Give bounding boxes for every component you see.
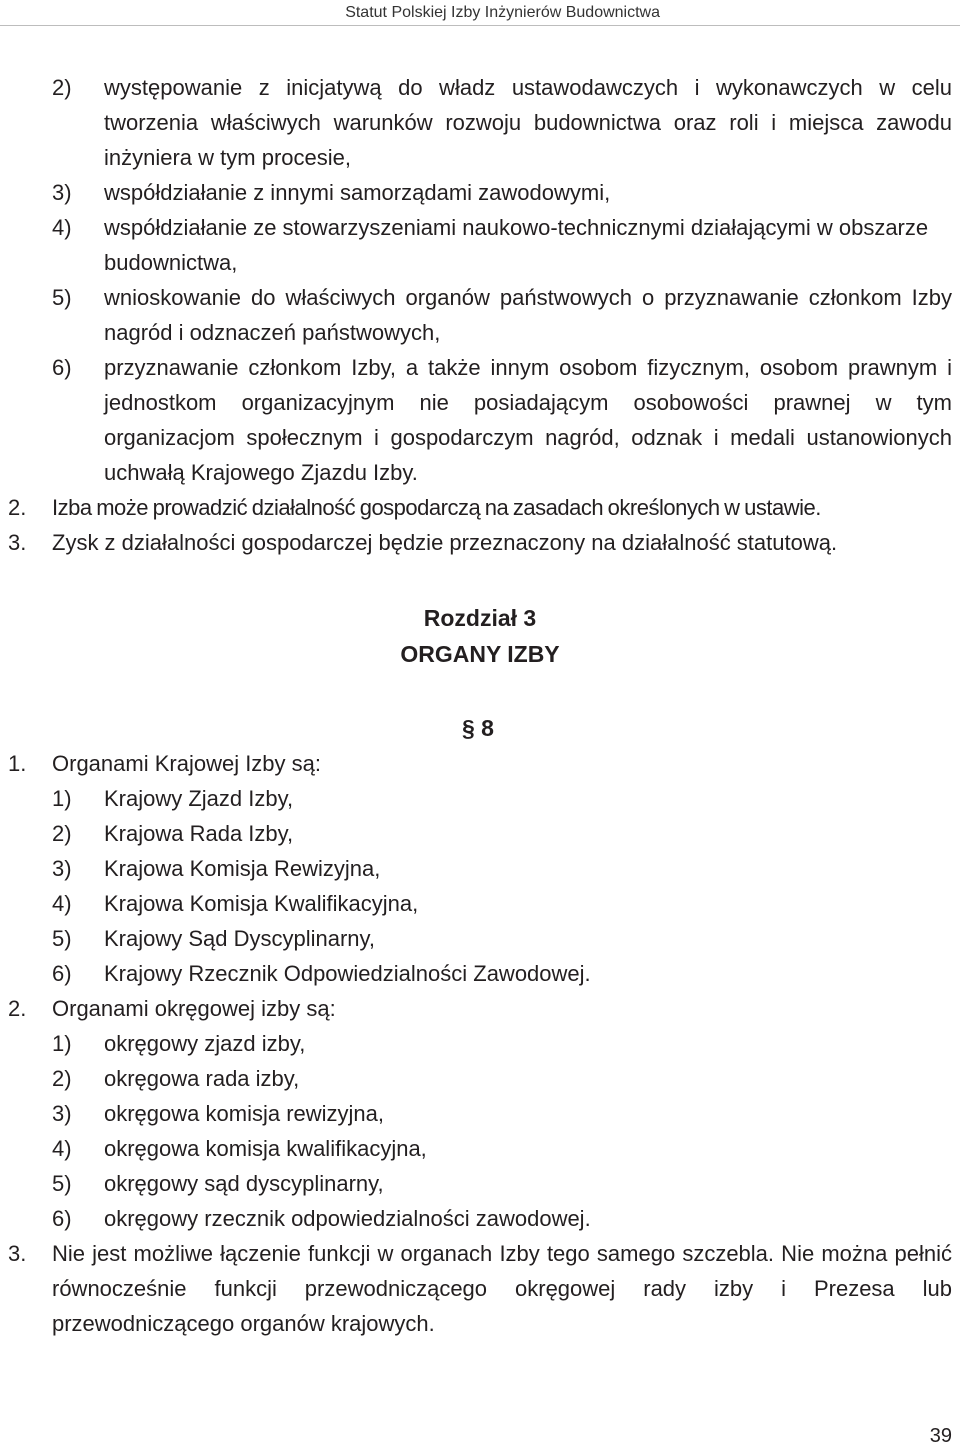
list-item: [0, 816, 960, 851]
running-header: [0, 0, 960, 26]
point-number: 3.: [8, 530, 27, 555]
list-item: [0, 956, 960, 991]
item-number: 5): [52, 1171, 72, 1196]
page-content: [0, 70, 960, 1341]
item-number: 4): [52, 215, 72, 240]
item-text: okręgowy zjazd izby,: [104, 1031, 306, 1056]
list-item: [0, 1061, 960, 1096]
item-text: okręgowy sąd dyscyplinarny,: [104, 1171, 384, 1196]
paragraph-sign: § 8: [462, 715, 494, 741]
point-text: Nie jest możliwe łączenie funkcji w organach Izby tego samego szczebla. Nie można pełnić równocześnie funkcji przewodniczącego okręgowej rady izby i Prezesa lub przewodniczącego organów krajowych.: [52, 1241, 952, 1336]
list-item: [0, 350, 960, 490]
item-number: 3): [52, 180, 72, 205]
numbered-point: [0, 1236, 960, 1341]
item-number: 2): [52, 1066, 72, 1091]
point-number: 3.: [8, 1241, 27, 1266]
item-text: Krajowa Komisja Kwalifikacyjna,: [104, 891, 419, 916]
list-item: [0, 70, 960, 175]
document-title: Statut Polskiej Izby Inżynierów Budownictwa: [345, 4, 660, 21]
item-number: 5): [52, 926, 72, 951]
point-text: Zysk z działalności gospodarczej będzie przeznaczony na działalność statutową.: [52, 530, 838, 555]
item-number: 2): [52, 75, 72, 100]
item-text: Krajowy Zjazd Izby,: [104, 786, 294, 811]
list-item: [0, 175, 960, 210]
item-number: 4): [52, 1136, 72, 1161]
list-item: [0, 1131, 960, 1166]
item-number: 1): [52, 1031, 72, 1056]
list-item: [0, 1201, 960, 1236]
list-item: [0, 851, 960, 886]
item-number: 6): [52, 1206, 72, 1231]
paragraph-heading: [0, 710, 960, 746]
list-item: [0, 1026, 960, 1061]
point-text: Organami okręgowej izby są:: [52, 996, 336, 1021]
item-number: 6): [52, 961, 72, 986]
item-text: okręgowa komisja kwalifikacyjna,: [104, 1136, 427, 1161]
item-number: 1): [52, 786, 72, 811]
chapter-heading: [0, 600, 960, 672]
item-text: współdziałanie ze stowarzyszeniami naukowo-technicznymi działającymi w obszarze budownictwa,: [104, 215, 929, 275]
item-text: wnioskowanie do właściwych organów państwowych o przyznawanie członkom Izby nagród i odznaczeń państwowych,: [104, 285, 952, 345]
list-item: [0, 280, 960, 350]
point-text: Organami Krajowej Izby są:: [52, 751, 321, 776]
point-text: Izba może prowadzić działalność gospodarczą na zasadach określonych w ustawie.: [52, 495, 821, 520]
list-item: [0, 886, 960, 921]
item-text: współdziałanie z innymi samorządami zawodowymi,: [104, 180, 611, 205]
item-text: okręgowa komisja rewizyjna,: [104, 1101, 384, 1126]
point-number: 2.: [8, 495, 27, 520]
numbered-point: [0, 991, 960, 1026]
list-item: [0, 210, 960, 280]
page-number: 39: [929, 1425, 952, 1447]
item-number: 6): [52, 355, 72, 380]
point-number: 2.: [8, 996, 27, 1021]
list-item: [0, 1166, 960, 1201]
numbered-point: [0, 746, 960, 781]
chapter-title: ORGANY IZBY: [400, 641, 560, 667]
item-text: Krajowa Komisja Rewizyjna,: [104, 856, 381, 881]
item-number: 5): [52, 285, 72, 310]
item-text: okręgowy rzecznik odpowiedzialności zawodowej.: [104, 1206, 591, 1231]
list-item: [0, 1096, 960, 1131]
list-item: [0, 781, 960, 816]
item-number: 4): [52, 891, 72, 916]
item-text: Krajowy Rzecznik Odpowiedzialności Zawodowej.: [104, 961, 591, 986]
chapter-label: Rozdział 3: [423, 605, 537, 631]
item-text: przyznawanie członkom Izby, a także innym osobom fizycznym, osobom prawnym i jednostkom organizacyjnym nie posiadającym osobowości prawnej w tym organizacjom społecznym i gospodarczym nagród, odznak i medali ustanowionych uchwałą Krajowego Zjazdu Izby.: [104, 355, 952, 485]
item-text: występowanie z inicjatywą do władz ustawodawczych i wykonawczych w celu tworzenia właściwych warunków rozwoju budownictwa oraz roli i miejsca zawodu inżyniera w tym procesie,: [104, 75, 952, 170]
numbered-point: [0, 490, 960, 525]
item-number: 3): [52, 1101, 72, 1126]
list-item: [0, 921, 960, 956]
item-number: 3): [52, 856, 72, 881]
point-number: 1.: [8, 751, 27, 776]
item-text: Krajowy Sąd Dyscyplinarny,: [104, 926, 376, 951]
item-number: 2): [52, 821, 72, 846]
item-text: okręgowa rada izby,: [104, 1066, 300, 1091]
numbered-point: [0, 525, 960, 560]
item-text: Krajowa Rada Izby,: [104, 821, 294, 846]
